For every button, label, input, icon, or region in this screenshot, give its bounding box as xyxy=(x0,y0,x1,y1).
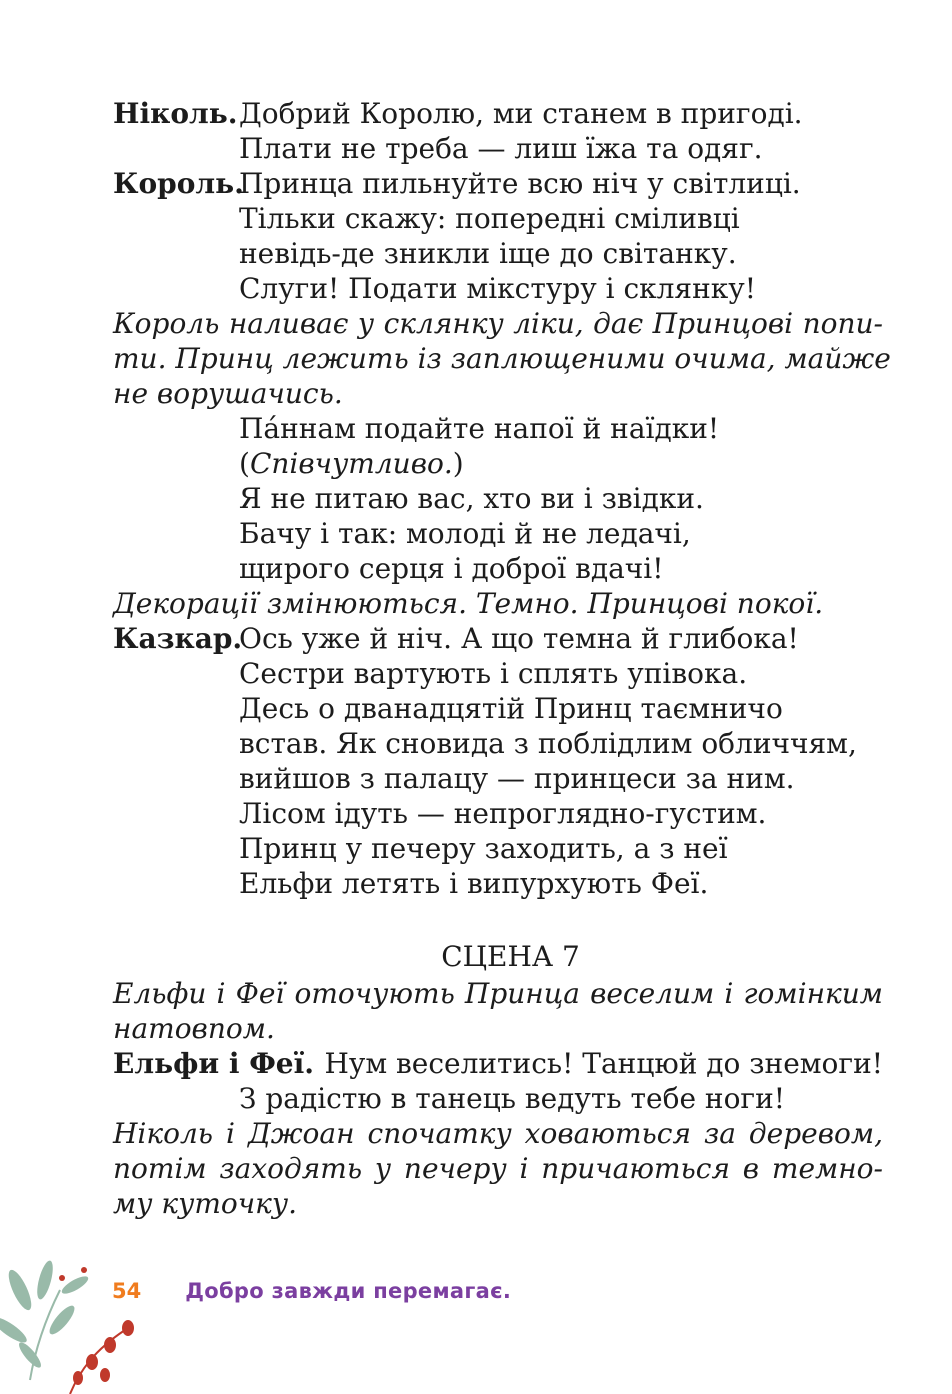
paren-close: ) xyxy=(452,447,464,480)
page-footer xyxy=(112,1273,511,1309)
running-title: Добро завжди перемагає. xyxy=(185,1279,512,1303)
paren-open: ( xyxy=(239,447,250,480)
verse-line: Нум веселитись! Танцюй до знемоги! xyxy=(324,1047,883,1080)
stage-direction: Декорації змінюються. Темно. Принцові покої. xyxy=(113,587,824,620)
verse-line: Добрий Королю, ми станем в пригоді. xyxy=(239,97,803,130)
stage-direction: Король наливає у склянку ліки, дає Принцові попи- xyxy=(113,307,883,340)
speaker-name: Ельфи і Феї. xyxy=(113,1047,315,1080)
remark: Співчутливо. xyxy=(249,447,453,480)
dialogue-line xyxy=(113,236,883,271)
verse-line: вийшов з палацу — принцеси за ним. xyxy=(239,762,795,795)
speaker-name: Казкар. xyxy=(113,622,243,655)
speaker-name: Ніколь. xyxy=(113,97,238,130)
stage-direction: натовпом. xyxy=(113,1012,275,1045)
dialogue-line xyxy=(113,621,883,656)
dialogue-line xyxy=(113,131,883,166)
dialogue-line xyxy=(113,1046,883,1081)
dialogue-line xyxy=(113,166,883,201)
dialogue-line xyxy=(113,551,883,586)
dialogue-line xyxy=(113,201,883,236)
stage-direction: ти. Принц лежить із заплющеними очима, майже xyxy=(113,342,891,375)
speaker-name: Король. xyxy=(113,167,244,200)
verse-line: Па́ннам подайте напої й наїдки! xyxy=(239,412,720,445)
dialogue-line xyxy=(113,866,883,901)
dialogue-line xyxy=(113,446,883,481)
stage-direction: потім заходять у печеру і причаються в темно- xyxy=(113,1152,883,1185)
verse-line: Принц у печеру заходить, а з неї xyxy=(239,832,728,865)
dialogue-line xyxy=(113,271,883,306)
verse-line: Слуги! Подати мікстуру і склянку! xyxy=(239,272,756,305)
stage-direction: Ельфи і Феї оточують Принца веселим і гомінким xyxy=(113,977,883,1010)
play-text xyxy=(113,96,891,1221)
dialogue-line xyxy=(113,656,883,691)
verse-line: Лісом ідуть — непроглядно-густим. xyxy=(239,797,767,830)
page-number: 54 xyxy=(112,1279,142,1303)
stage-direction: Ніколь і Джоан спочатку ховаються за деревом, xyxy=(113,1117,883,1150)
verse-line: Ельфи летять і випурхують Феї. xyxy=(239,867,709,900)
dialogue-line xyxy=(113,796,883,831)
verse-line: Принца пильнуйте всю ніч у світлиці. xyxy=(239,167,801,200)
stage-direction: му куточку. xyxy=(113,1187,298,1220)
dialogue-line xyxy=(113,761,883,796)
verse-line: Ось уже й ніч. А що темна й глибока! xyxy=(239,622,799,655)
dialogue-line xyxy=(113,96,883,131)
verse-line: Плати не треба — лиш їжа та одяг. xyxy=(239,132,763,165)
verse-line: невідь-де зникли іще до світанку. xyxy=(239,237,737,270)
verse-line: встав. Як сновида з поблідлим обличчям, xyxy=(239,727,857,760)
dialogue-line xyxy=(113,1081,883,1116)
verse-line: З радістю в танець ведуть тебе ноги! xyxy=(239,1082,786,1115)
dialogue-line xyxy=(113,726,883,761)
verse-line: Бачу і так: молоді й не ледачі, xyxy=(239,517,691,550)
dialogue-line xyxy=(113,516,883,551)
verse-line: щирого серця і доброї вдачі! xyxy=(239,552,664,585)
berry-branch-icon xyxy=(0,1250,150,1394)
verse-line: Десь о дванадцятій Принц таємничо xyxy=(239,692,783,725)
dialogue-line xyxy=(113,691,883,726)
dialogue-line xyxy=(113,481,883,516)
dialogue-line xyxy=(113,831,883,866)
verse-line: Сестри вартують і сплять упівока. xyxy=(239,657,748,690)
verse-line: Тільки скажу: попередні сміливці xyxy=(239,202,740,235)
scene-title: СЦЕНА 7 xyxy=(441,940,580,973)
dialogue-line xyxy=(113,411,883,446)
verse-line: Я не питаю вас, хто ви і звідки. xyxy=(239,482,704,515)
stage-direction: не ворушачись. xyxy=(113,377,343,410)
